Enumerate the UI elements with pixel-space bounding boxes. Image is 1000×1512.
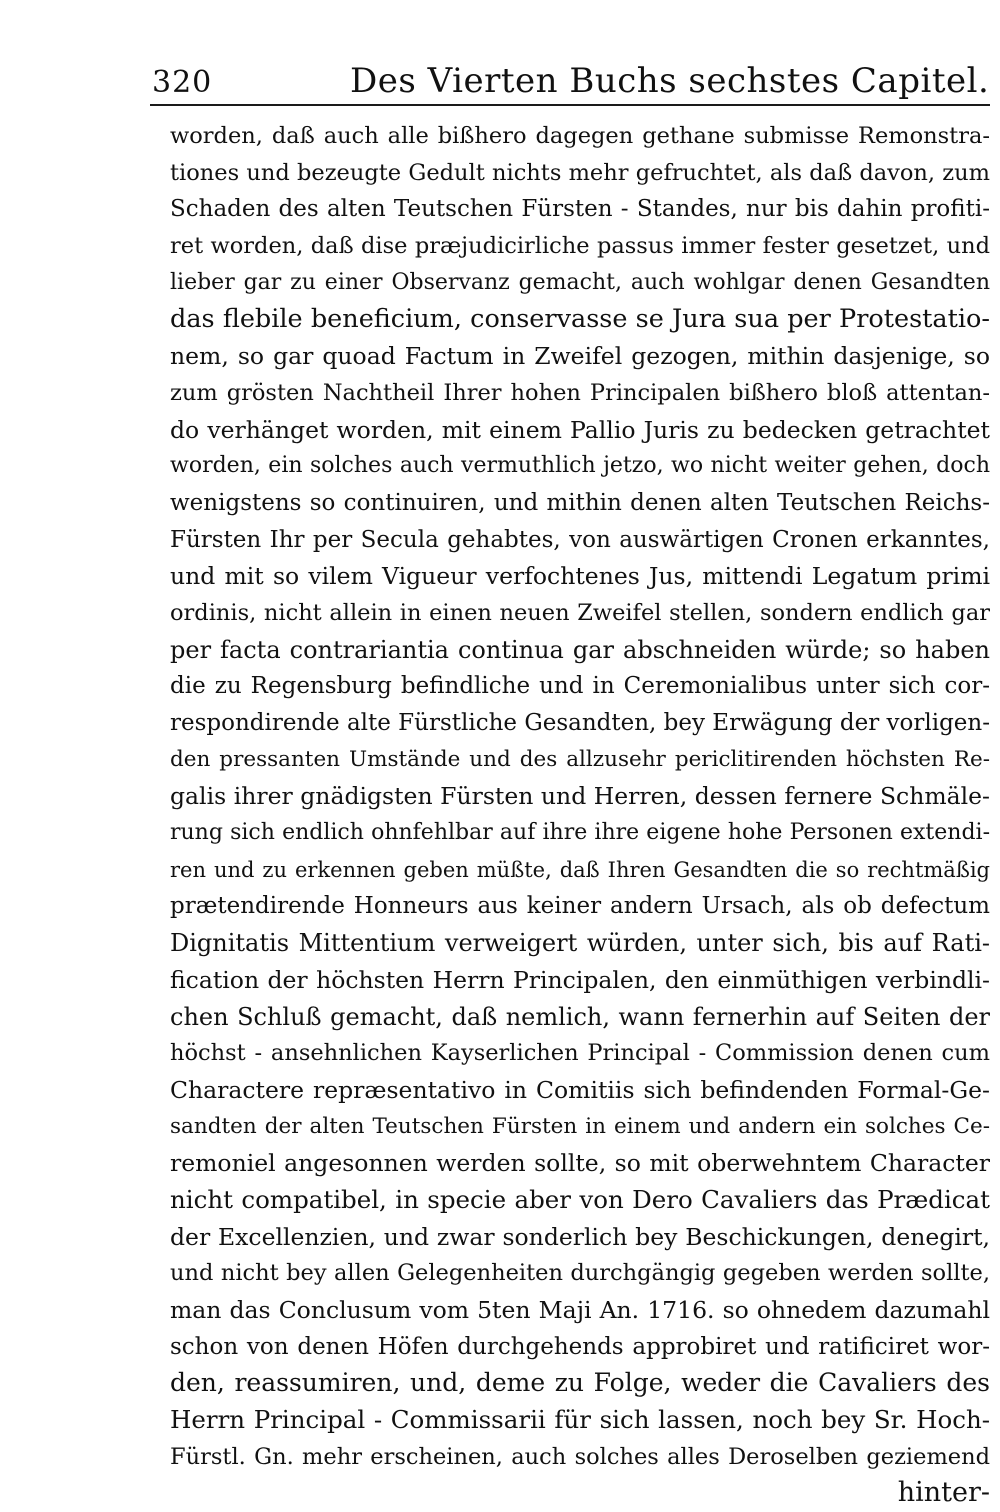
text-line: tiones und bezeugte Gedult nichts mehr gefruchtet, als daß davon, zum — [170, 159, 990, 186]
text-line: höchst - ansehnlichen Kayserlichen Principal - Commission denen cum — [170, 1040, 990, 1067]
text-line: nem, so gar quoad Factum in Zweifel gezogen, mithin dasjenige, so — [170, 342, 990, 371]
text-line: per facta contrariantia continua gar abschneiden würde; so haben — [170, 635, 990, 664]
text-line: ordinis, nicht allein in einen neuen Zweifel stellen, sondern endlich gar — [170, 599, 990, 626]
header-rule — [150, 104, 990, 106]
text-line: rung sich endlich ohnfehlbar auf ihre ihre eigene hohe Personen extendi- — [170, 820, 990, 846]
text-line: den, reassumiren, und, deme zu Folge, weder die Cavaliers des — [170, 1368, 990, 1398]
text-line: galis ihrer gnädigsten Fürsten und Herren, dessen fernere Schmäle- — [170, 782, 990, 811]
text-line: und nicht bey allen Gelegenheiten durchgängig gegeben werden sollte, — [170, 1260, 990, 1287]
text-line: wenigstens so continuiren, und mithin denen alten Teutschen Reichs- — [170, 489, 990, 516]
text-line: chen Schluß gemacht, daß nemlich, wann fernerhin auf Seiten der — [170, 1002, 990, 1031]
text-line: ret worden, daß dise præjudicirliche passus immer fester gesetzet, und — [170, 233, 990, 260]
text-line: Dignitatis Mittentium verweigert würden, unter sich, bis auf Rati- — [170, 929, 990, 958]
text-line: Schaden des alten Teutschen Fürsten - Standes, nur bis dahin profiti- — [170, 196, 990, 223]
text-line: respondirende alte Fürstliche Gesandten, bey Erwägung der vorligen- — [170, 710, 990, 736]
text-line: die zu Regensburg befindliche und in Ceremonialibus unter sich cor- — [170, 673, 990, 700]
text-line: worden, daß auch alle bißhero dagegen gethane submisse Remonstra- — [170, 123, 990, 149]
text-line: der Excellenzien, und zwar sonderlich bey Beschickungen, denegirt, — [170, 1222, 990, 1251]
text-line: man das Conclusum vom 5ten Maji An. 1716. so ohnedem dazumahl — [170, 1296, 990, 1324]
text-line: Herrn Principal - Commissarii für sich lassen, noch bey Sr. Hoch- — [170, 1405, 990, 1435]
page-header — [150, 55, 990, 105]
text-line: und mit so vilem Vigueur verfochtenes Jus, mittendi Legatum primi — [170, 562, 990, 591]
text-line: fication der höchsten Herrn Principalen, den einmüthigen verbindli- — [170, 965, 990, 994]
text-line: worden, ein solches auch vermuthlich jetzo, wo nicht weiter gehen, doch — [170, 453, 990, 479]
text-line: schon von denen Höfen durchgehends approbiret und ratificiret wor- — [170, 1333, 990, 1360]
body-text — [170, 118, 990, 1512]
text-line: Charactere repræsentativo in Comitiis sich befindenden Formal-Ge- — [170, 1075, 990, 1104]
text-line: den pressanten Umstände und des allzusehr periclitirenden höchsten Re- — [170, 746, 990, 772]
running-title: Des Vierten Buchs sechstes Capitel. — [350, 61, 990, 101]
text-line: Fürsten Ihr per Secula gehabtes, von auswärtigen Cronen erkanntes, — [170, 526, 990, 553]
catchword: hinter- — [897, 1477, 990, 1509]
text-line: ren und zu erkennen geben müßte, daß Ihren Gesandten die so rechtmäßig — [170, 857, 990, 882]
text-line: prætendirende Honneurs aus keiner andern Ursach, als ob defectum — [170, 893, 990, 920]
text-line: das flebile beneficium, conservasse se Jura sua per Protestatio- — [170, 304, 990, 335]
text-line: remoniel angesonnen werden sollte, so mit oberwehntem Character — [170, 1149, 990, 1178]
text-line: do verhänget worden, mit einem Pallio Juris zu bedecken getrachtet — [170, 415, 990, 444]
text-line: sandten der alten Teutschen Fürsten in einem und andern ein solches Ce- — [170, 1113, 990, 1139]
text-line: nicht compatibel, in specie aber von Dero Cavaliers das Prædicat — [170, 1184, 990, 1214]
page-number: 320 — [152, 65, 213, 100]
text-line: Fürstl. Gn. mehr erscheinen, auch solches alles Deroselben geziemend — [170, 1443, 990, 1470]
text-line: zum grösten Nachtheil Ihrer hohen Principalen bißhero bloß attentan- — [170, 379, 990, 406]
text-line: lieber gar zu einer Observanz gemacht, auch wohlgar denen Gesandten — [170, 269, 990, 295]
